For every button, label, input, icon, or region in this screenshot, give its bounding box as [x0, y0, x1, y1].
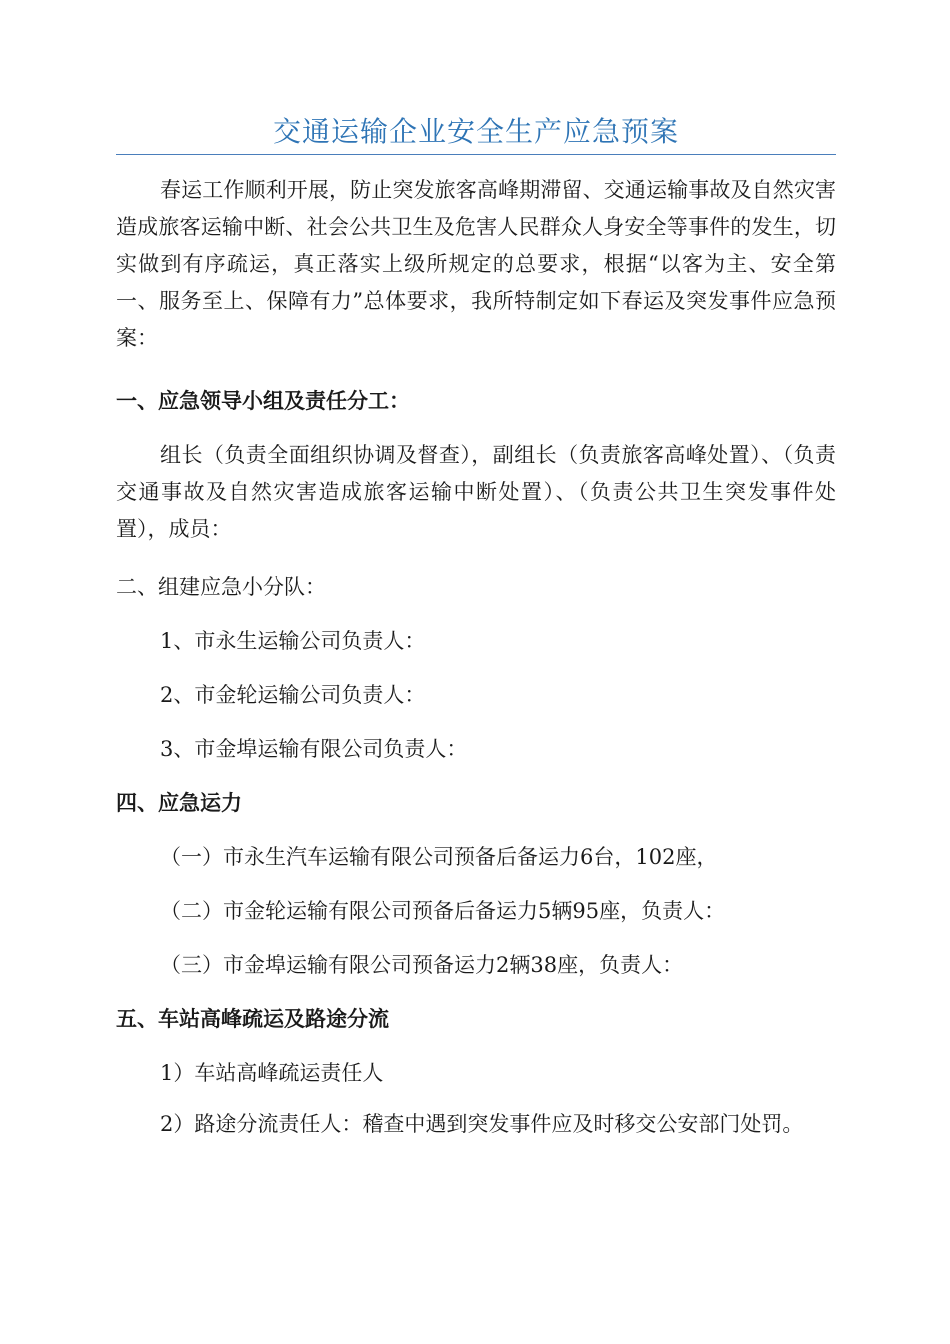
section2-item-1: 1、市永生运输公司负责人：: [160, 629, 426, 653]
document-title: 交通运输企业安全生产应急预案: [272, 115, 679, 148]
section5-item-2: 2）路途分流责任人：稽查中遇到突发事件应及时移交公安部门处罚。: [160, 1112, 804, 1136]
section1-heading: 一、应急领导小组及责任分工：: [116, 388, 410, 413]
section4-heading: 四、应急运力: [116, 790, 242, 815]
section4-item-3: （三）市金埠运输有限公司预备运力2辆38座，负责人：: [160, 953, 684, 977]
section4-item-2: （二）市金轮运输有限公司预备后备运力5辆95座，负责人：: [160, 899, 726, 923]
section1-body: 组长（负责全面组织协调及督查），副组长（负责旅客高峰处置）、（负责交通事故及自然灾害造成旅客运输中断处置）、（负责公共卫生突发事件处置），成员：: [116, 443, 836, 541]
title-underline: [116, 154, 836, 155]
section5-item-1: 1）车站高峰疏运责任人: [160, 1061, 384, 1085]
intro-paragraph: 春运工作顺利开展，防止突发旅客高峰期滞留、交通运输事故及自然灾害造成旅客运输中断、社会公共卫生及危害人民群众人身安全等事件的发生，切实做到有序疏运，真正落实上级所规定的总要求，根据“以客为主、安全第一、服务至上、保障有力”总体要求，我所特制定如下春运及突发事件应急预案：: [116, 178, 836, 350]
section5-heading: 五、车站高峰疏运及路途分流: [116, 1006, 389, 1031]
section4-item-1: （一）市永生汽车运输有限公司预备后备运力6台，102座，: [160, 845, 718, 869]
section2-item-2: 2、市金轮运输公司负责人：: [160, 683, 426, 707]
section2-heading: 二、组建应急小分队：: [116, 575, 326, 599]
section2-item-3: 3、市金埠运输有限公司负责人：: [160, 737, 468, 761]
